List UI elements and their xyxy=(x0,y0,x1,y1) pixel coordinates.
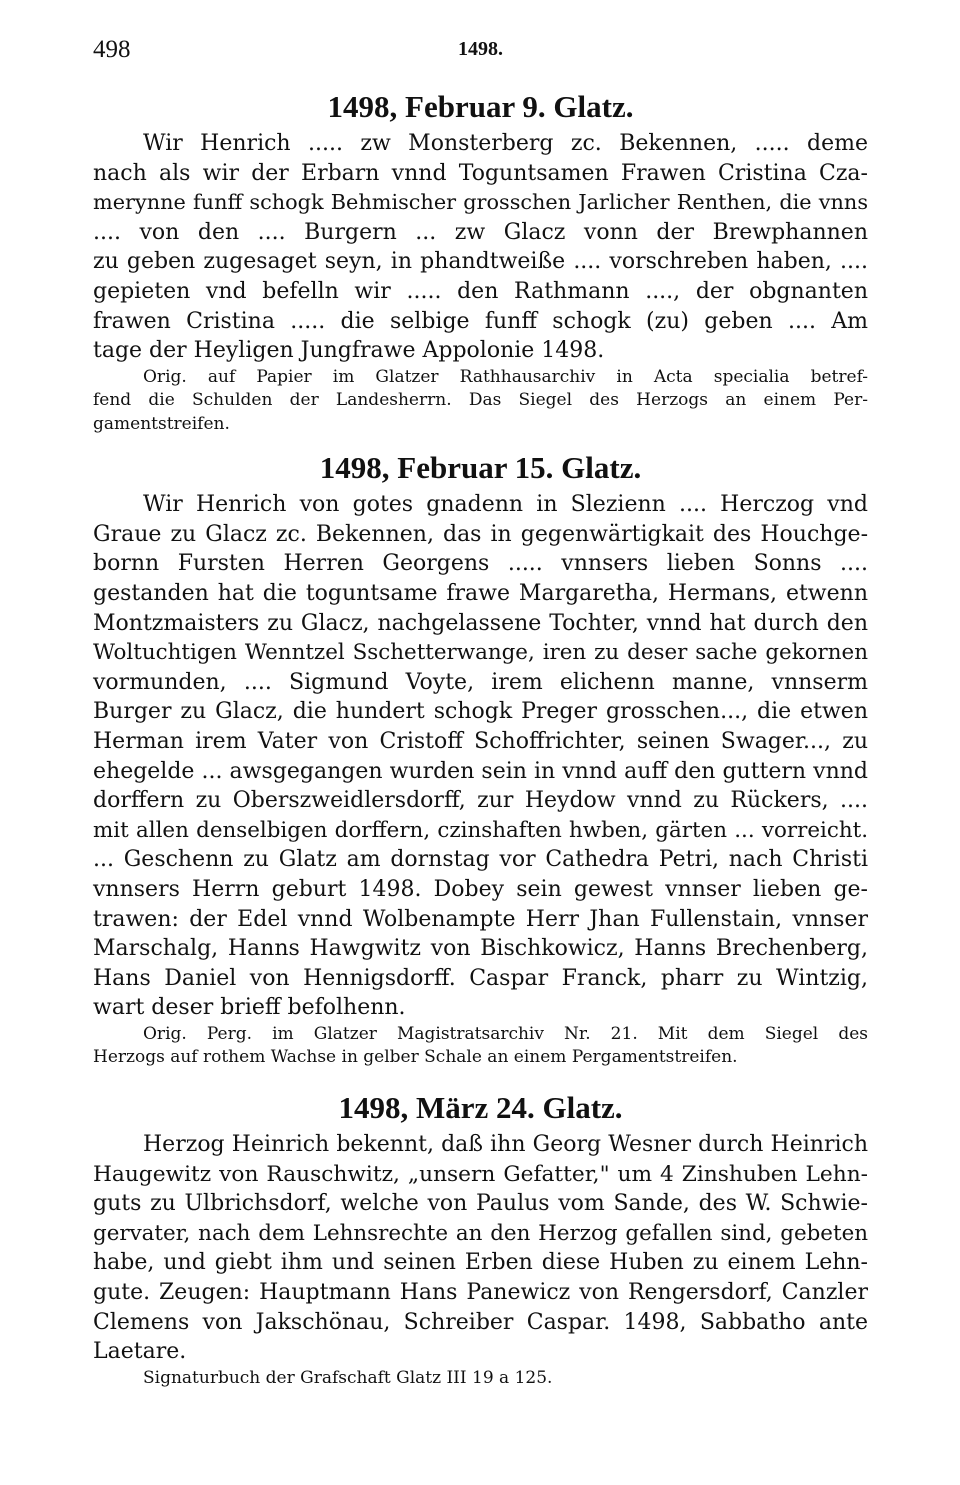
entry-1498-maerz-24 xyxy=(93,1090,868,1390)
text-line: Herman irem Vater von Cristoff Schoffrichter, seinen Swager..., zu xyxy=(93,729,868,754)
text-line: guts zu Ulbrichsdorf, welche von Paulus vom Sande, des W. Schwie- xyxy=(93,1191,868,1217)
text-line: Hans Daniel von Hennigsdorff. Caspar Franck, pharr zu Wintzig, xyxy=(93,965,868,991)
document-page xyxy=(93,30,868,1390)
text-line: trawen: der Edel vnnd Wolbenampte Herr Jhan Fullenstain, vnnser xyxy=(93,906,868,932)
text-line: dorffern zu Oberszweidlersdorff, zur Heydow vnnd zu Rückers, .... xyxy=(93,788,868,814)
text-line: tage der Heyligen Jungfrawe Appolonie 1498. xyxy=(93,338,605,364)
text-line: Marschalg, Hanns Hawgwitz von Bischkowicz, Hanns Brechenberg, xyxy=(93,936,868,962)
note-line: gamentstreifen. xyxy=(93,413,230,434)
text-line: .... von den .... Burgern ... zw Glacz vonn der Brewphannen xyxy=(93,219,868,245)
text-line: ... Geschenn zu Glatz am dornstag vor Cathedra Petri, nach Christi xyxy=(93,847,868,873)
note-line: Orig. Perg. im Glatzer Magistratsarchiv Nr. 21. Mit dem Siegel des xyxy=(143,1023,868,1044)
note-line: Herzogs auf rothem Wachse in gelber Schale an einem Pergamentstreifen. xyxy=(93,1047,738,1068)
text-line: bornn Fursten Herren Georgens ..... vnnsers lieben Sonns .... xyxy=(93,551,868,577)
entry-text xyxy=(93,129,868,366)
text-line: Woltuchtigen Wenntzel Sschetterwange, iren zu deser sache gekornen xyxy=(93,640,868,666)
text-line: gestanden hat die toguntsame frawe Margaretha, Hermans, etwenn xyxy=(93,581,868,607)
text-line: nach als wir der Erbarn vnnd Toguntsamen Frawen Cristina Cza- xyxy=(93,160,868,186)
text-line: Montzmaisters zu Glacz, nachgelassene Tochter, vnnd hat durch den xyxy=(93,610,868,636)
text-line: Haugewitz von Rauschwitz, „unsern Gefatter," um 4 Zinshuben Lehn- xyxy=(93,1161,868,1187)
source-note xyxy=(93,1023,868,1070)
entry-heading: 1498, Februar 9. Glatz. xyxy=(327,89,634,124)
text-line: vormunden, .... Sigmund Voyte, irem elichenn manne, vnnserm xyxy=(93,669,868,695)
running-year: 1498. xyxy=(458,38,503,60)
text-line: wart deser brieff befolhenn. xyxy=(93,995,406,1021)
entry-text xyxy=(93,1130,868,1367)
text-line: merynne funff schogk Behmischer grosschen Jarlicher Renthen, die vnns xyxy=(93,190,868,215)
text-line: Wir Henrich von gotes gnadenn in Slezienn .... Herczog vnd xyxy=(143,492,868,518)
entry-heading: 1498, Februar 15. Glatz. xyxy=(319,450,642,486)
text-line: Burger zu Glacz, die hundert schogk Preger grosschen..., die etwen xyxy=(93,699,868,725)
text-line: gervater, nach dem Lehnsrechte an den Herzog gefallen sind, gebeten xyxy=(93,1220,868,1246)
text-line: vnnsers Herrn geburt 1498. Dobey sein gewest vnnser lieben ge- xyxy=(93,876,868,902)
text-line: habe, und giebt ihm und seinen Erben diese Huben zu einem Lehn- xyxy=(93,1250,868,1276)
running-head xyxy=(93,30,868,74)
text-line: Wir Henrich ..... zw Monsterberg zc. Bekennen, ..... deme xyxy=(143,131,868,156)
note-line: fend die Schulden der Landesherrn. Das Siegel des Herzogs an einem Per- xyxy=(93,390,868,411)
entry-heading: 1498, März 24. Glatz. xyxy=(338,1089,623,1125)
entry-1498-februar-9 xyxy=(93,89,868,436)
source-note xyxy=(93,366,868,437)
text-line: Graue zu Glacz zc. Bekennen, das in gegenwärtigkait des Houchge- xyxy=(93,521,868,547)
text-line: Clemens von Jakschönau, Schreiber Caspar. 1498, Sabbatho ante xyxy=(93,1309,868,1335)
text-line: gute. Zeugen: Hauptmann Hans Panewicz von Rengersdorf, Canzler xyxy=(93,1279,868,1305)
text-line: Herzog Heinrich bekennt, daß ihn Georg Wesner durch Heinrich xyxy=(143,1131,868,1157)
text-line: zu geben zugesaget seyn, in phandtweiße .... vorschreben haben, .... xyxy=(93,249,868,275)
note-line: Orig. auf Papier im Glatzer Rathhausarchiv in Acta specialia betref- xyxy=(143,366,868,387)
text-line: ehegelde ... awsgegangen wurden sein in vnnd auff den guttern vnnd xyxy=(93,758,868,784)
text-line: mit allen denselbigen dorffern, czinshaften hwben, gärten ... vorreicht. xyxy=(93,817,868,843)
page-number: 498 xyxy=(93,36,131,63)
entry-text xyxy=(93,490,868,1023)
entry-1498-februar-15 xyxy=(93,450,868,1070)
source-note xyxy=(93,1367,868,1391)
text-line: gepieten vnd befelln wir ..... den Rathmann ...., der obgnanten xyxy=(93,278,868,304)
text-line: frawen Cristina ..... die selbige funff schogk (zu) geben .... Am xyxy=(93,308,868,334)
note-line: Signaturbuch der Grafschaft Glatz III 19 a 125. xyxy=(143,1367,553,1388)
text-line: Laetare. xyxy=(93,1339,187,1365)
